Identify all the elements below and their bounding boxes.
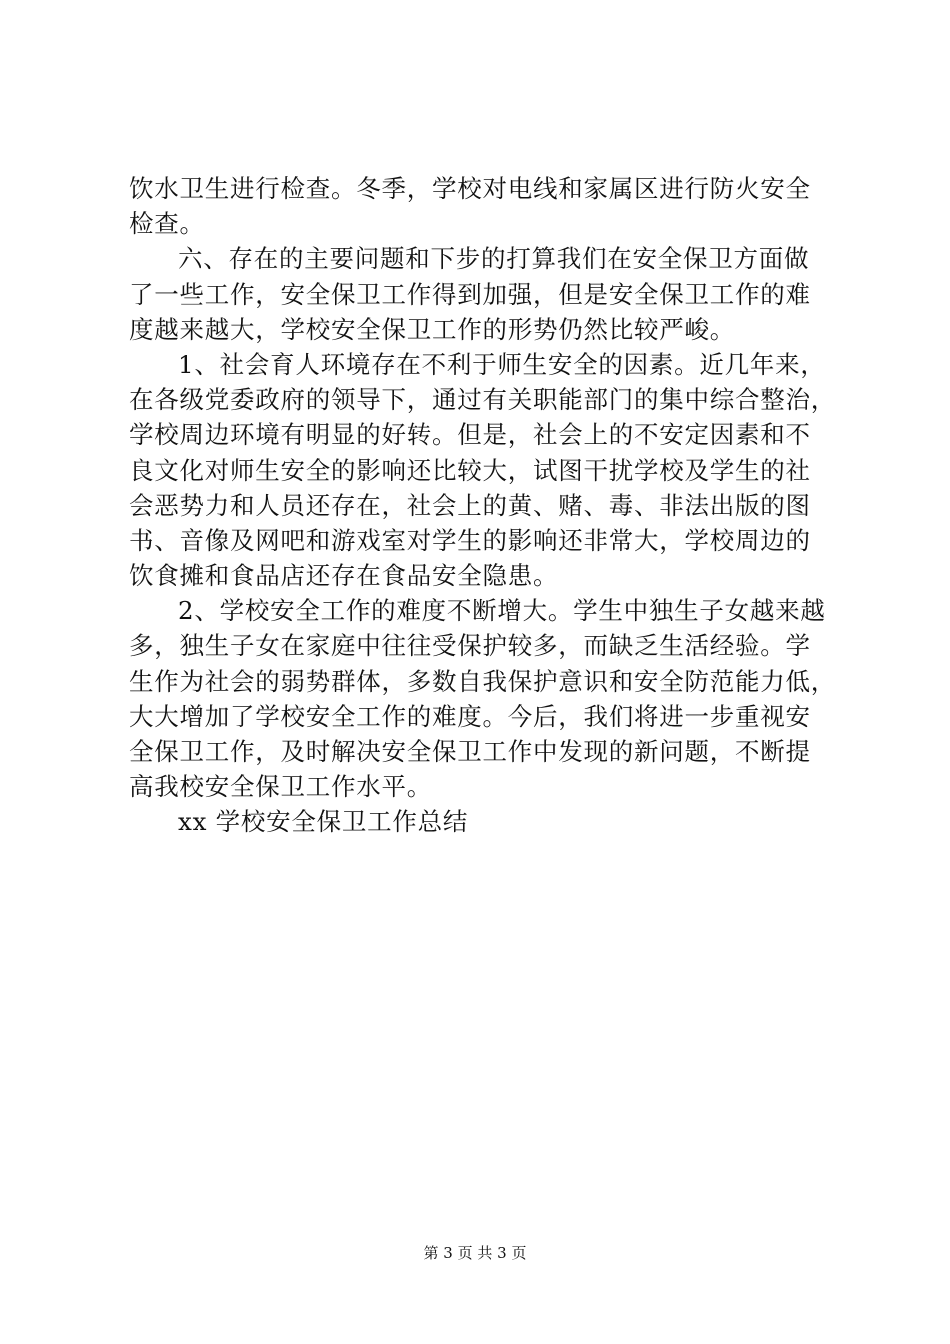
text-line: 了一些工作，安全保卫工作得到加强，但是安全保卫工作的难 (129, 279, 811, 309)
text-line: 生作为社会的弱势群体，多数自我保护意识和安全防范能力低， (129, 666, 836, 696)
text-line: 度越来越大，学校安全保卫工作的形势仍然比较严峻。 (129, 314, 735, 344)
text-line: 大大增加了学校安全工作的难度。今后，我们将进一步重视安 (129, 701, 811, 731)
document-body (129, 171, 836, 840)
text-line: 良文化对师生安全的影响还比较大，试图干扰学校及学生的社 (129, 455, 811, 485)
text-line: 多，独生子女在家庭中往往受保护较多，而缺乏生活经验。学 (129, 631, 811, 661)
section-heading-line: 六、存在的主要问题和下步的打算我们在安全保卫方面做 (178, 244, 810, 274)
text-line: 全保卫工作，及时解决安全保卫工作中发现的新问题，不断提 (129, 737, 811, 766)
paragraph-start-line: 1、社会育人环境存在不利于师生安全的因素。近几年来， (178, 349, 826, 379)
text-line: 高我校安全保卫工作水平。 (129, 772, 432, 802)
page-number-footer: 第 3 页 共 3 页 (423, 1244, 527, 1262)
text-line: 饮食摊和食品店还存在食品安全隐患。 (129, 561, 559, 591)
text-line: 书、音像及网吧和游戏室对学生的影响还非常大，学校周边的 (129, 525, 811, 555)
text-line: 检查。 (129, 209, 205, 239)
text-line: 会恶势力和人员还存在，社会上的黄、赌、毒、非法出版的图 (129, 490, 811, 520)
text-line: 饮水卫生进行检查。冬季，学校对电线和家属区进行防火安全 (129, 174, 811, 203)
closing-title-line: xx 学校安全保卫工作总结 (178, 807, 469, 837)
text-line: 学校周边环境有明显的好转。但是，社会上的不安定因素和不 (129, 420, 811, 450)
paragraph-start-line: 2、学校安全工作的难度不断增大。学生中独生子女越来越 (178, 596, 826, 626)
text-line: 在各级党委政府的领导下，通过有关职能部门的集中综合整治， (129, 385, 836, 415)
